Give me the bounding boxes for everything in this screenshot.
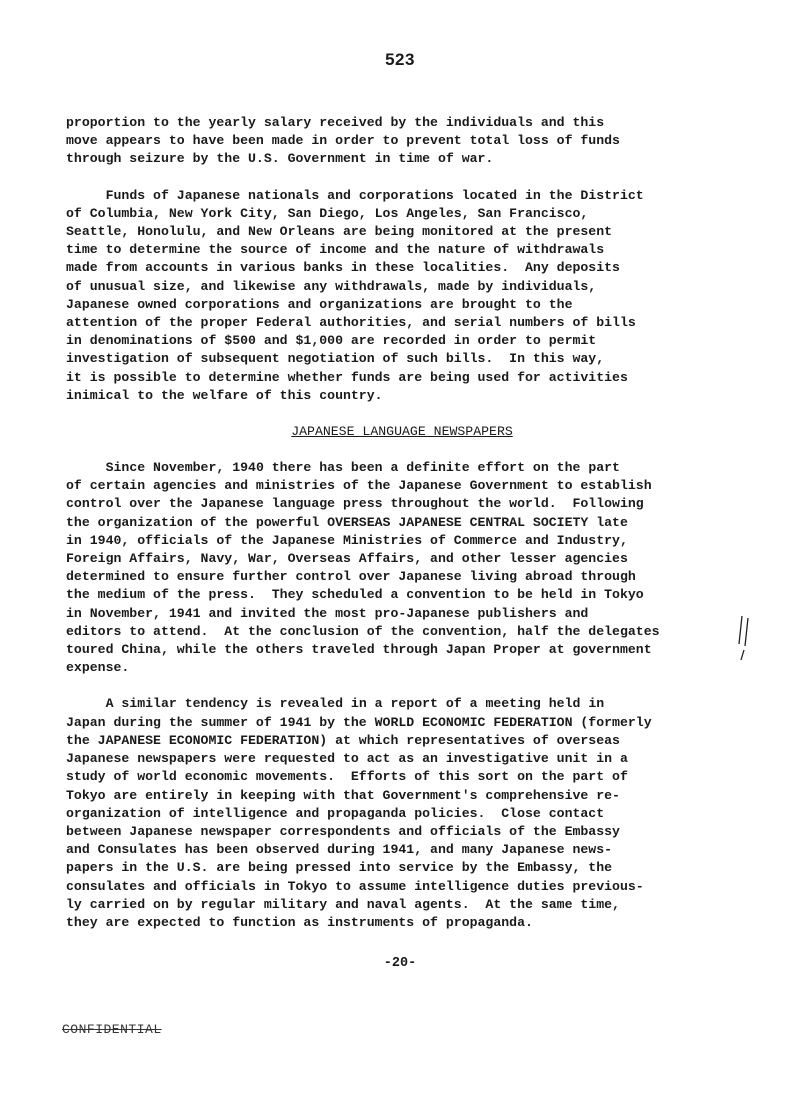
paragraph-economic-federation: A similar tendency is revealed in a report of a meeting held in Japan during the summer of 1941 by the WORLD ECONOMIC FEDERATION (formerly the JAPANESE ECONOMIC FEDERATION) at which representatives of overseas Japanese newspapers were requested to act as an investigative unit in a study of world economic movements. Efforts of this sort on the part of Tokyo are entirely in keeping with that Government's comprehensive re- organization of intelligence and propaganda policies. Close contact between Japanese newspaper correspondents and officials of the Embassy and Consulates has been observed during 1941, and many Japanese news- papers in the U.S. are being pressed into service by the Embassy, the consulates and officials in Tokyo to assume intelligence duties previous- ly carried on by regular military and naval agents. At the same time, they are expected to function as instruments of propaganda. bbox=[66, 696, 652, 930]
section-heading bbox=[66, 423, 738, 441]
margin-mark-icon bbox=[736, 614, 758, 662]
classification-marking: CONFIDENTIAL bbox=[62, 1022, 162, 1037]
document-body bbox=[66, 114, 738, 932]
page-number: 523 bbox=[385, 50, 415, 69]
section-heading-text: JAPANESE LANGUAGE NEWSPAPERS bbox=[291, 424, 513, 440]
paragraph-funds-proportion: proportion to the yearly salary received by the individuals and this move appears to have been made in order to prevent total loss of funds through seizure by the U.S. Government in time of war. bbox=[66, 115, 620, 167]
footer-page-number: -20- bbox=[383, 956, 417, 971]
paragraph-press-control: Since November, 1940 there has been a definite effort on the part of certain agencies and ministries of the Japanese Government to establish control over the Japanese language press throughout the world. Following the organization of the powerful OVERSEAS JAPANESE CENTRAL SOCIETY late in 1940, officials of the Japanese Ministries of Commerce and Industry, Foreign Affairs, Navy, War, Overseas Affairs, and other lesser agencies determined to ensure further control over Japanese living abroad through the medium of the press. They scheduled a convention to be held in Tokyo in November, 1941 and invited the most pro-Japanese publishers and editors to attend. At the conclusion of the convention, half the delegates toured China, while the others traveled through Japan Proper at government expense. bbox=[66, 460, 660, 676]
paragraph-funds-monitoring: Funds of Japanese nationals and corporations located in the District of Columbia, New York City, San Diego, Los Angeles, San Francisco, Seattle, Honolulu, and New Orleans are being monitored at the present time to determine the source of income and the nature of withdrawals made from accounts in various banks in these localities. Any deposits of unusual size, and likewise any withdrawals, made by individuals, Japanese owned corporations and organizations are brought to the attention of the proper Federal authorities, and serial numbers of bills in denominations of $500 and $1,000 are recorded in order to permit investigation of subsequent negotiation of such bills. In this way, it is possible to determine whether funds are being used for activities inimical to the welfare of this country. bbox=[66, 187, 644, 403]
